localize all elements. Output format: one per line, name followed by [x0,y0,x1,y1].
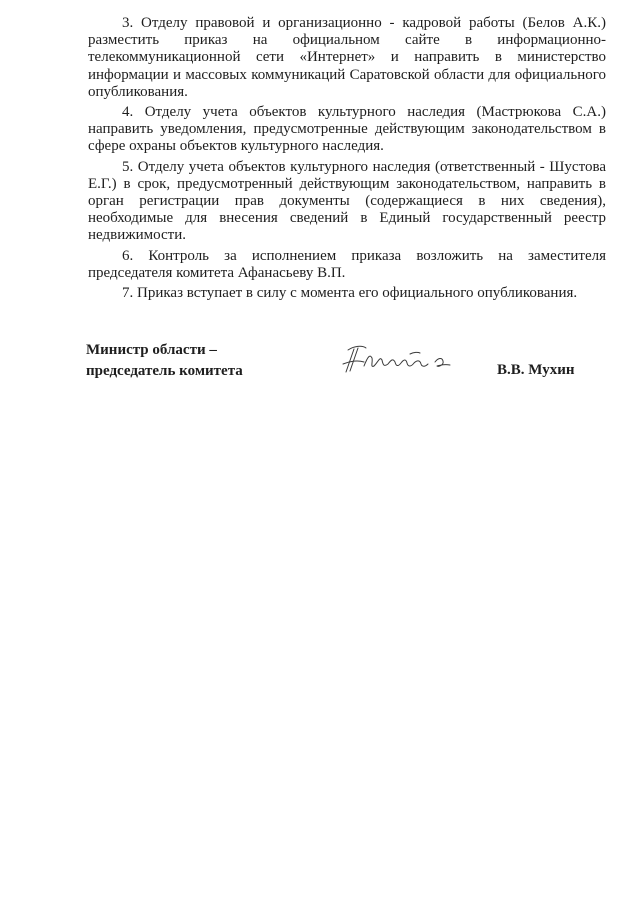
paragraph-3: 3. Отделу правовой и организационно - кадровой работы (Белов А.К.) разместить приказ на официальном сайте в информационно-телекоммуникационной сети «Интернет» и направить в министерство информации и массовых коммуникаций Саратовской области для официального опубликования. [88,15,606,100]
paragraph-6: 6. Контроль за исполнением приказа возложить на заместителя председателя комитета Афанасьеву В.П. [88,247,606,281]
signatory-title-line-1: Министр области – [86,342,217,358]
signatory-title-line-2: председатель комитета [86,363,243,379]
handwritten-signature-icon [340,340,470,385]
paragraph-4: 4. Отделу учета объектов культурного наследия (Мастрюкова С.А.) направить уведомления, предусмотренные действующим законодательством в сфере охраны объектов культурного наследия. [88,104,606,155]
paragraph-5: 5. Отделу учета объектов культурного наследия (ответственный - Шустова Е.Г.) в срок, предусмотренный действующим законодательством, направить в орган регистрации прав документы (содержащиеся в них сведения), необходимые для внесения сведений в Единый государственный реестр недвижимости. [88,158,606,244]
signatory-title [86,340,243,382]
signatory-name: В.В. Мухин [497,362,575,378]
paragraph-7: 7. Приказ вступает в силу с момента его официального опубликования. [122,285,578,302]
document-body [88,15,606,305]
